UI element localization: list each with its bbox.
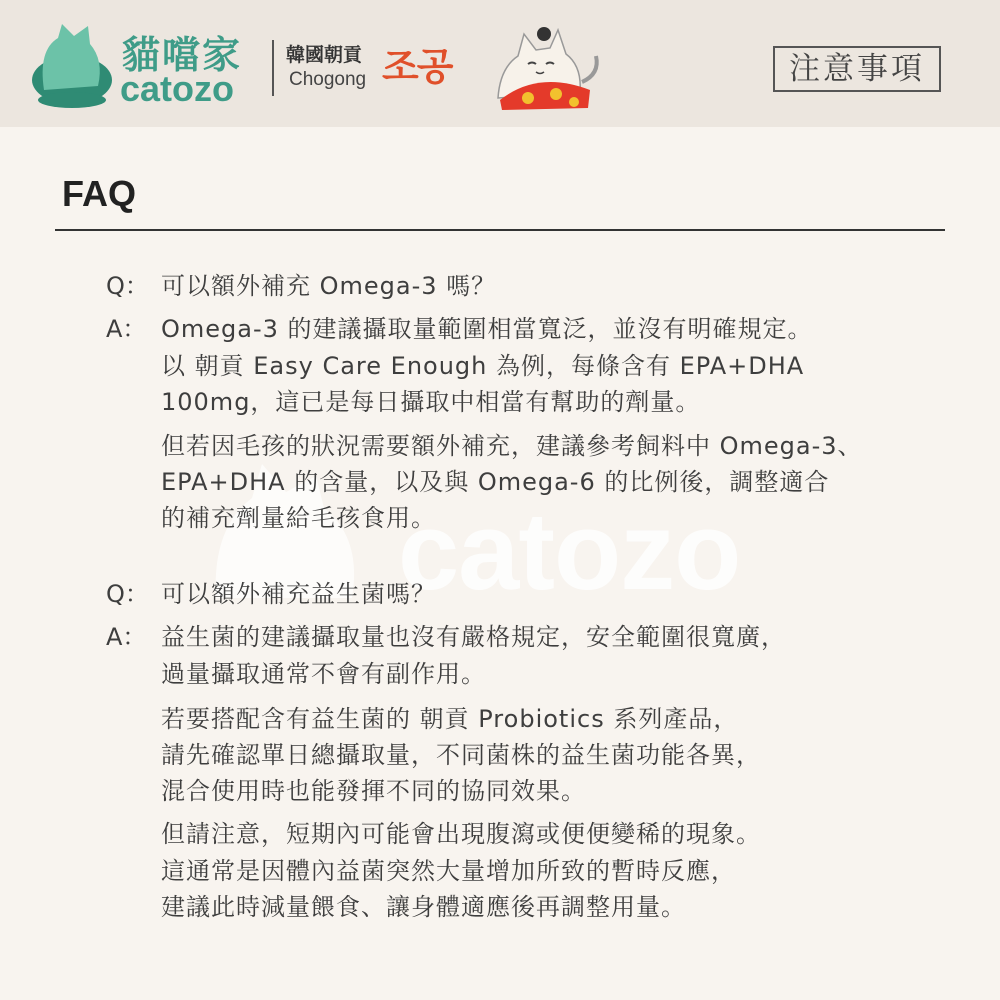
chogong-name-cn: 韓國朝貢 <box>286 44 363 66</box>
cat-logo-icon <box>28 20 112 108</box>
answer-line: 請先確認單日總攝取量，不同菌株的益生菌功能各異， <box>161 741 761 769</box>
brand-name-cn: 貓噹家 <box>122 33 243 77</box>
answer-line: 若要搭配含有益生菌的 朝貢 Probiotics 系列產品， <box>161 705 739 733</box>
answer-line: 建議此時減量餵食、讓身體適應後再調整用量。 <box>161 893 686 921</box>
brand-divider <box>272 40 274 96</box>
question-text: 可以額外補充 Omega-3 嗎？ <box>161 272 497 300</box>
answer-label: A： <box>106 315 147 343</box>
header-bar <box>0 0 1000 127</box>
answer-line: 但若因毛孩的狀況需要額外補充，建議參考飼料中 Omega-3、 <box>161 432 863 460</box>
notice-label: 注意事項 <box>773 46 941 92</box>
question-label: Q： <box>106 272 149 300</box>
chogong-name-en: Chogong <box>289 69 367 90</box>
answer-line: 但請注意，短期內可能會出現腹瀉或便便變稀的現象。 <box>161 820 761 848</box>
answer-line: EPA+DHA 的含量，以及與 Omega-6 的比例後，調整適合 <box>161 468 830 496</box>
answer-line: Omega-3 的建議攝取量範圍相當寬泛，並沒有明確規定。 <box>161 315 813 343</box>
watermark-text: catozo <box>398 490 741 613</box>
brand-name-en: catozo <box>120 68 235 109</box>
cat-mascot-icon <box>478 20 606 112</box>
title-divider <box>55 229 945 231</box>
answer-line: 以 朝貢 Easy Care Enough 為例，每條含有 EPA+DHA <box>161 352 805 380</box>
answer-line: 的補充劑量給毛孩食用。 <box>161 504 436 532</box>
answer-line: 混合使用時也能發揮不同的協同效果。 <box>161 777 586 805</box>
question-label: Q： <box>106 580 149 608</box>
answer-line: 這通常是因體內益菌突然大量增加所致的暫時反應， <box>161 857 736 885</box>
question-text: 可以額外補充益生菌嗎？ <box>161 580 436 608</box>
chogong-korean-logo: 조공 <box>382 44 452 89</box>
answer-line: 過量攝取通常不會有副作用。 <box>161 660 486 688</box>
faq-title: FAQ <box>62 173 137 214</box>
answer-label: A： <box>106 623 147 651</box>
answer-line: 益生菌的建議攝取量也沒有嚴格規定，安全範圍很寬廣， <box>161 623 786 651</box>
answer-line: 100mg，這已是每日攝取中相當有幫助的劑量。 <box>161 388 701 416</box>
